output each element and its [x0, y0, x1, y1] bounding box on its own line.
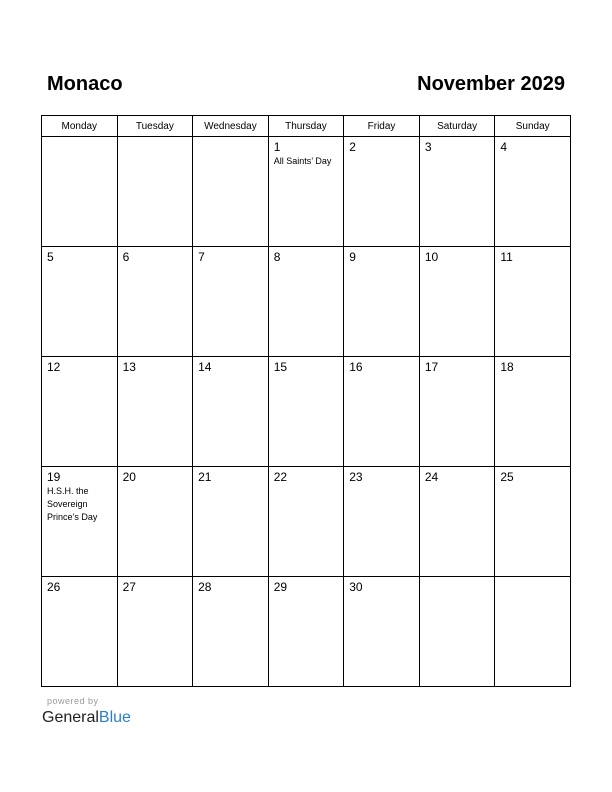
day-number: 4	[500, 140, 508, 154]
day-number: 25	[500, 470, 514, 484]
weekday-header: Monday	[42, 116, 118, 137]
day-cell	[344, 357, 420, 467]
day-number: 22	[273, 470, 288, 484]
weekday-header-row	[42, 116, 571, 137]
day-cell	[193, 577, 269, 687]
day-cell	[344, 467, 420, 577]
weekday-header: Sunday	[495, 116, 571, 137]
weekday-header: Saturday	[419, 116, 495, 137]
day-cell	[268, 467, 344, 577]
day-number: 24	[424, 470, 439, 484]
day-cell	[419, 467, 495, 577]
day-cell	[193, 357, 269, 467]
day-cell	[42, 577, 118, 687]
day-cell	[42, 137, 118, 247]
day-cell	[344, 137, 420, 247]
day-cell	[495, 247, 571, 357]
day-number: 19	[47, 470, 61, 484]
week-row	[42, 247, 571, 357]
day-number: 29	[273, 580, 288, 594]
day-number: 3	[424, 140, 432, 154]
holiday-label: H.S.H. the Sovereign Prince’s Day	[47, 486, 98, 522]
day-number: 11	[500, 250, 513, 264]
day-cell	[268, 357, 344, 467]
day-cell	[117, 137, 193, 247]
day-cell	[42, 467, 118, 577]
generalblue-logo[interactable]	[42, 708, 131, 728]
day-number: 27	[122, 580, 136, 594]
day-number: 9	[349, 250, 356, 264]
day-number: 26	[47, 580, 61, 594]
day-number: 5	[47, 250, 54, 264]
day-cell	[344, 247, 420, 357]
day-cell	[268, 247, 344, 357]
day-cell	[419, 247, 495, 357]
day-number: 8	[273, 250, 281, 264]
day-cell	[42, 247, 118, 357]
day-cell	[117, 467, 193, 577]
powered-by-text: powered by	[47, 696, 99, 706]
day-cell	[268, 577, 344, 687]
day-number: 2	[349, 140, 356, 154]
day-cell	[495, 467, 571, 577]
weekday-header: Friday	[344, 116, 420, 137]
day-cell	[344, 577, 420, 687]
day-number: 30	[349, 580, 363, 594]
day-number: 10	[424, 250, 439, 264]
day-number: 20	[122, 470, 136, 484]
day-number: 17	[424, 360, 439, 374]
day-number: 14	[198, 360, 212, 374]
day-cell	[193, 137, 269, 247]
day-cell	[117, 357, 193, 467]
week-row	[42, 467, 571, 577]
day-number: 18	[500, 360, 514, 374]
day-number: 16	[349, 360, 363, 374]
day-cell	[495, 137, 571, 247]
weekday-header: Wednesday	[193, 116, 269, 137]
day-cell	[42, 357, 118, 467]
day-cell	[419, 577, 495, 687]
week-row	[42, 577, 571, 687]
day-number: 7	[198, 250, 205, 264]
day-cell	[193, 247, 269, 357]
day-number: 1	[273, 140, 281, 154]
day-cell	[117, 577, 193, 687]
logo-text-blue: Blue	[98, 709, 131, 726]
calendar-grid	[41, 115, 571, 687]
day-number: 15	[273, 360, 288, 374]
day-number: 12	[47, 360, 61, 374]
day-number: 13	[122, 360, 136, 374]
holiday-label: All Saints’ Day	[273, 156, 332, 166]
week-row	[42, 137, 571, 247]
weekday-header: Tuesday	[117, 116, 193, 137]
week-row	[42, 357, 571, 467]
day-cell	[419, 137, 495, 247]
day-number: 23	[349, 470, 363, 484]
weekday-header: Thursday	[268, 116, 344, 137]
day-cell	[193, 467, 269, 577]
day-number: 28	[198, 580, 212, 594]
day-number: 6	[122, 250, 130, 264]
month-year-title: November 2029	[417, 73, 565, 95]
day-cell	[268, 137, 344, 247]
day-cell	[117, 247, 193, 357]
country-title: Monaco	[47, 73, 123, 95]
day-cell	[495, 357, 571, 467]
day-number: 21	[198, 470, 212, 484]
day-cell	[419, 357, 495, 467]
day-cell	[495, 577, 571, 687]
logo-text-general: General	[42, 709, 99, 726]
